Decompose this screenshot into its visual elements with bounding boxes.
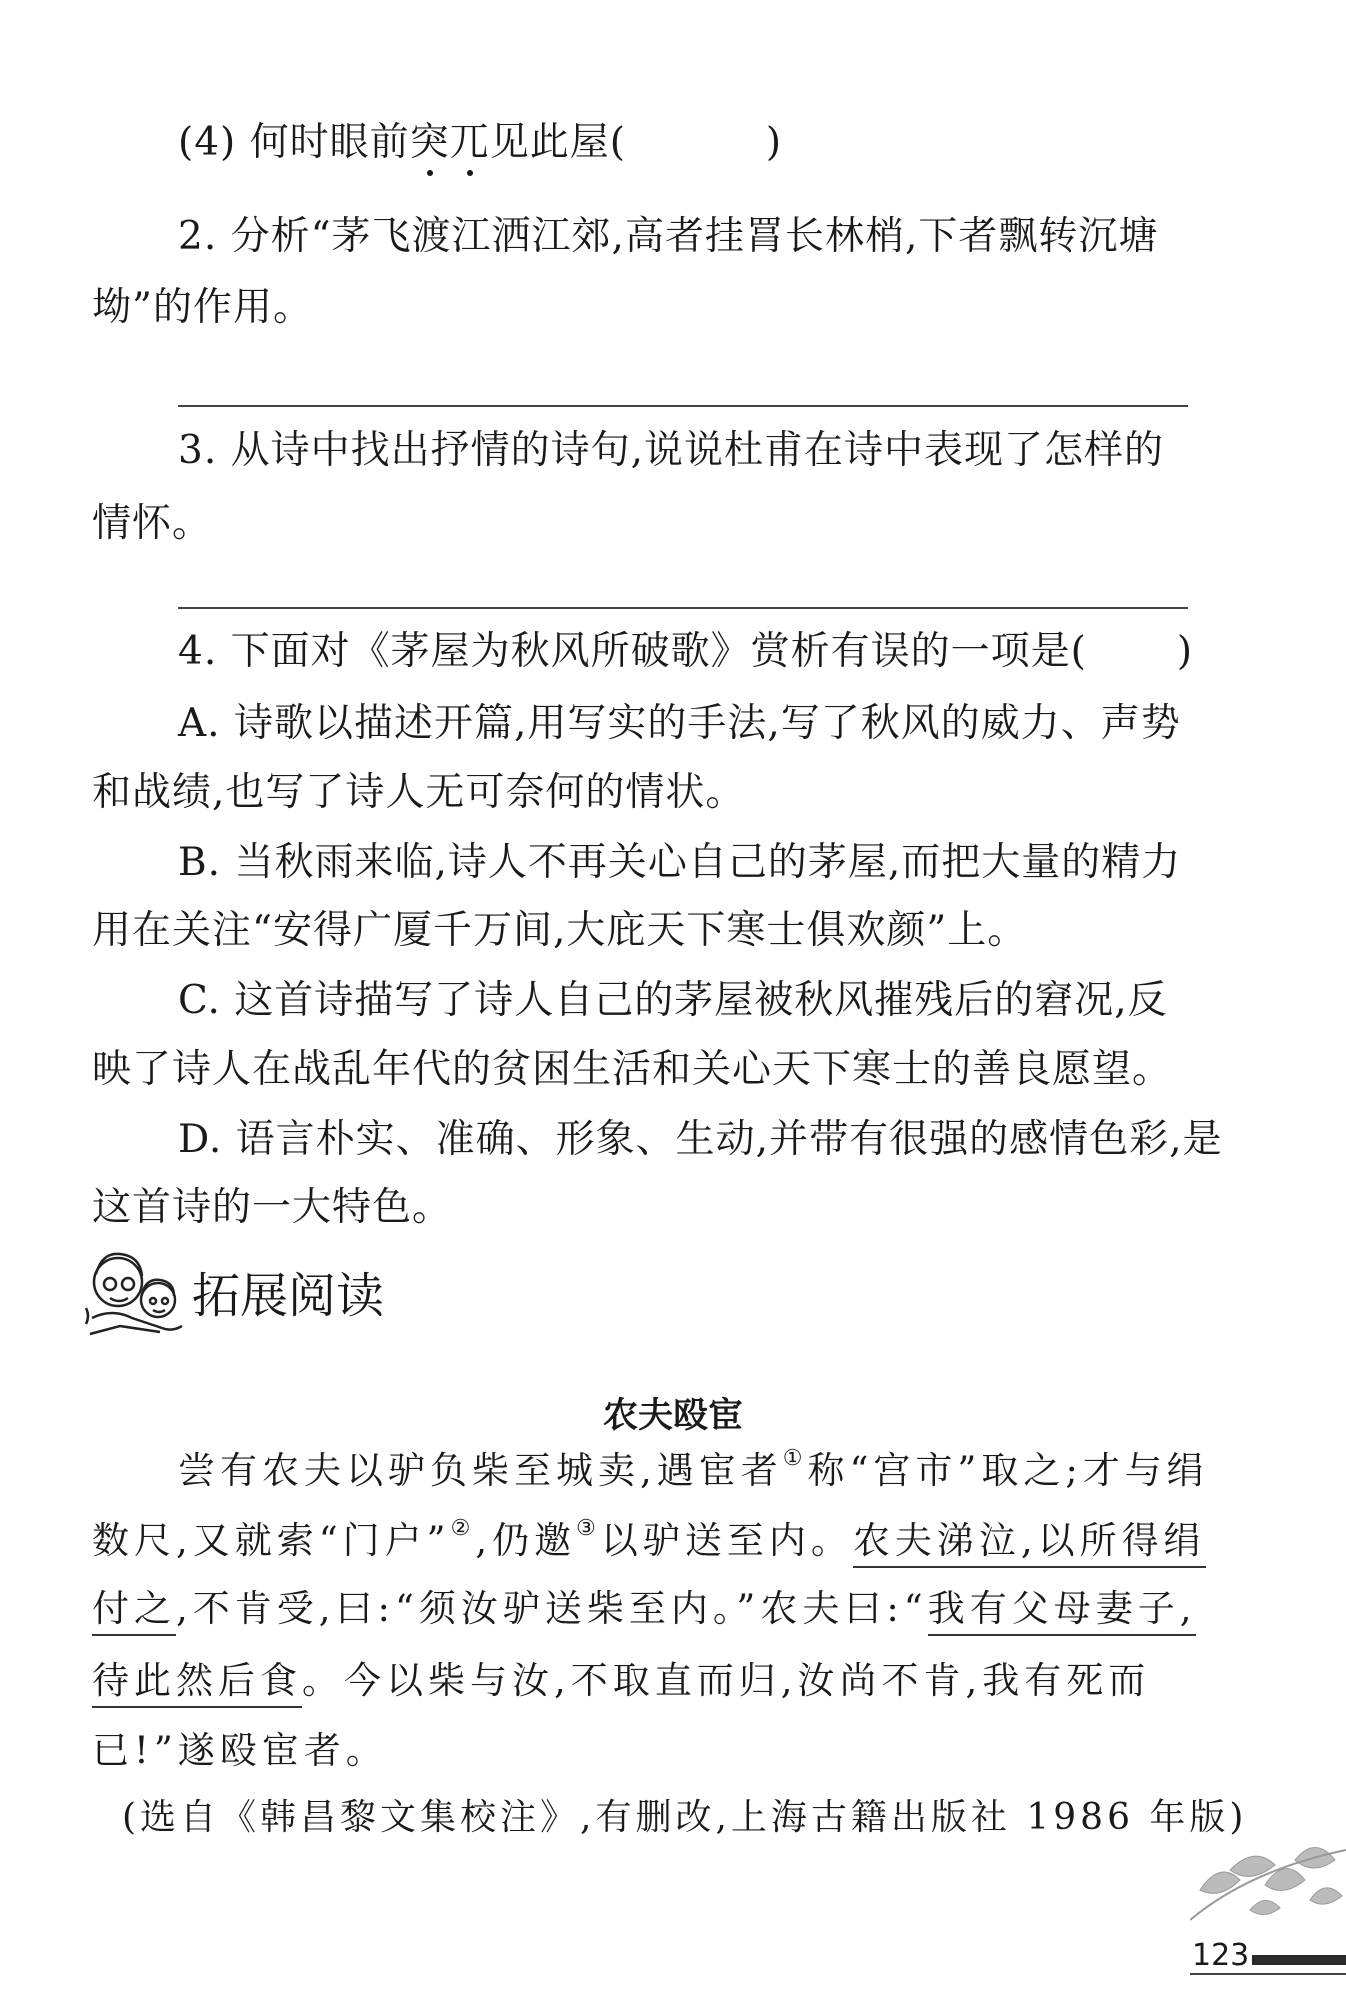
option-a-line2: 和战绩,也写了诗人无可奈何的情状。 [92,770,746,815]
underlined-sentence: 待此然后食 [92,1659,302,1708]
article-line-2: 数尺,又就索“门户”②,仍邀③以驴送至内。农夫涕泣,以所得绢 [92,1518,1206,1559]
answer-line-q2[interactable] [178,405,1188,407]
underlined-sentence: 付之 [92,1587,176,1636]
question-3-line2: 情怀。 [92,501,213,546]
option-d-line2: 这首诗的一大特色。 [92,1185,453,1230]
footnote-ref: ③ [576,1516,601,1541]
emphasis-dot [427,170,433,176]
question-3-line1: 3. 从诗中找出抒情的诗句,说说杜甫在诗中表现了怎样的 [178,428,1165,473]
option-b-line2: 用在关注“安得广厦千万间,大庇天下寒士俱欢颜”上。 [92,908,1028,953]
option-a-line1: A. 诗歌以描述开篇,用写实的手法,写了秋风的威力、声势 [178,701,1181,746]
question-2-line1: 2. 分析“茅飞渡江洒江郊,高者挂罥长林梢,下者飘转沉塘 [178,214,1159,259]
option-c-line2: 映了诗人在战乱年代的贫困生活和关心天下寒士的善良愿望。 [92,1047,1173,1092]
article-line-1: 尝有农夫以驴负柴至城卖,遇宦者①称“宫市”取之;才与绢 [178,1446,1209,1492]
underlined-sentence: 我有父母妻子, [928,1587,1197,1636]
emphasis-dot [467,170,473,176]
question-2-line2: 坳”的作用。 [92,285,313,330]
question-4-item: (4) 何时眼前突 兀 见此屋( ) [178,123,782,162]
option-b-line1: B. 当秋雨来临,诗人不再关心自己的茅屋,而把大量的精力 [178,840,1182,885]
article-source: (选自《韩昌黎文集校注》,有删改,上海古籍出版社 1986 年版) [122,1797,1248,1838]
page-number: 123 [1192,1938,1250,1973]
article-line-3: 付之,不肯受,曰:“须汝驴送柴至内。”农夫曰:“我有父母妻子, [92,1590,1196,1627]
question-text: (4) 何时眼前 [178,120,410,165]
footnote-ref: ① [782,1446,808,1471]
underlined-sentence: 农夫涕泣,以所得绢 [853,1519,1206,1568]
emphasis-char: 兀 [450,123,490,162]
article-line-5: 已!”遂殴宦者。 [92,1729,388,1772]
footnote-ref: ② [450,1516,476,1541]
reading-kids-icon [78,1248,190,1352]
page-number-rule [1190,1973,1346,1975]
option-c-line1: C. 这首诗描写了诗人自己的茅屋被秋风摧残后的窘况,反 [178,978,1168,1023]
answer-line-q3[interactable] [178,607,1188,609]
question-4-stem: 4. 下面对《茅屋为秋风所破歌》赏析有误的一项是( ) [178,629,1194,674]
option-d-line1: D. 语言朴实、准确、形象、生动,并带有很强的感情色彩,是 [178,1117,1223,1162]
article-line-4: 待此然后食。今以柴与汝,不取直而归,汝尚不肯,我有死而 [92,1662,1150,1699]
section-title: 拓展阅读 [192,1268,385,1324]
leaf-decoration-icon [1190,1830,1346,1934]
emphasis-char: 突 [410,123,450,162]
article-title: 农夫殴宦 [602,1396,743,1436]
page-number-bar [1252,1955,1346,1965]
